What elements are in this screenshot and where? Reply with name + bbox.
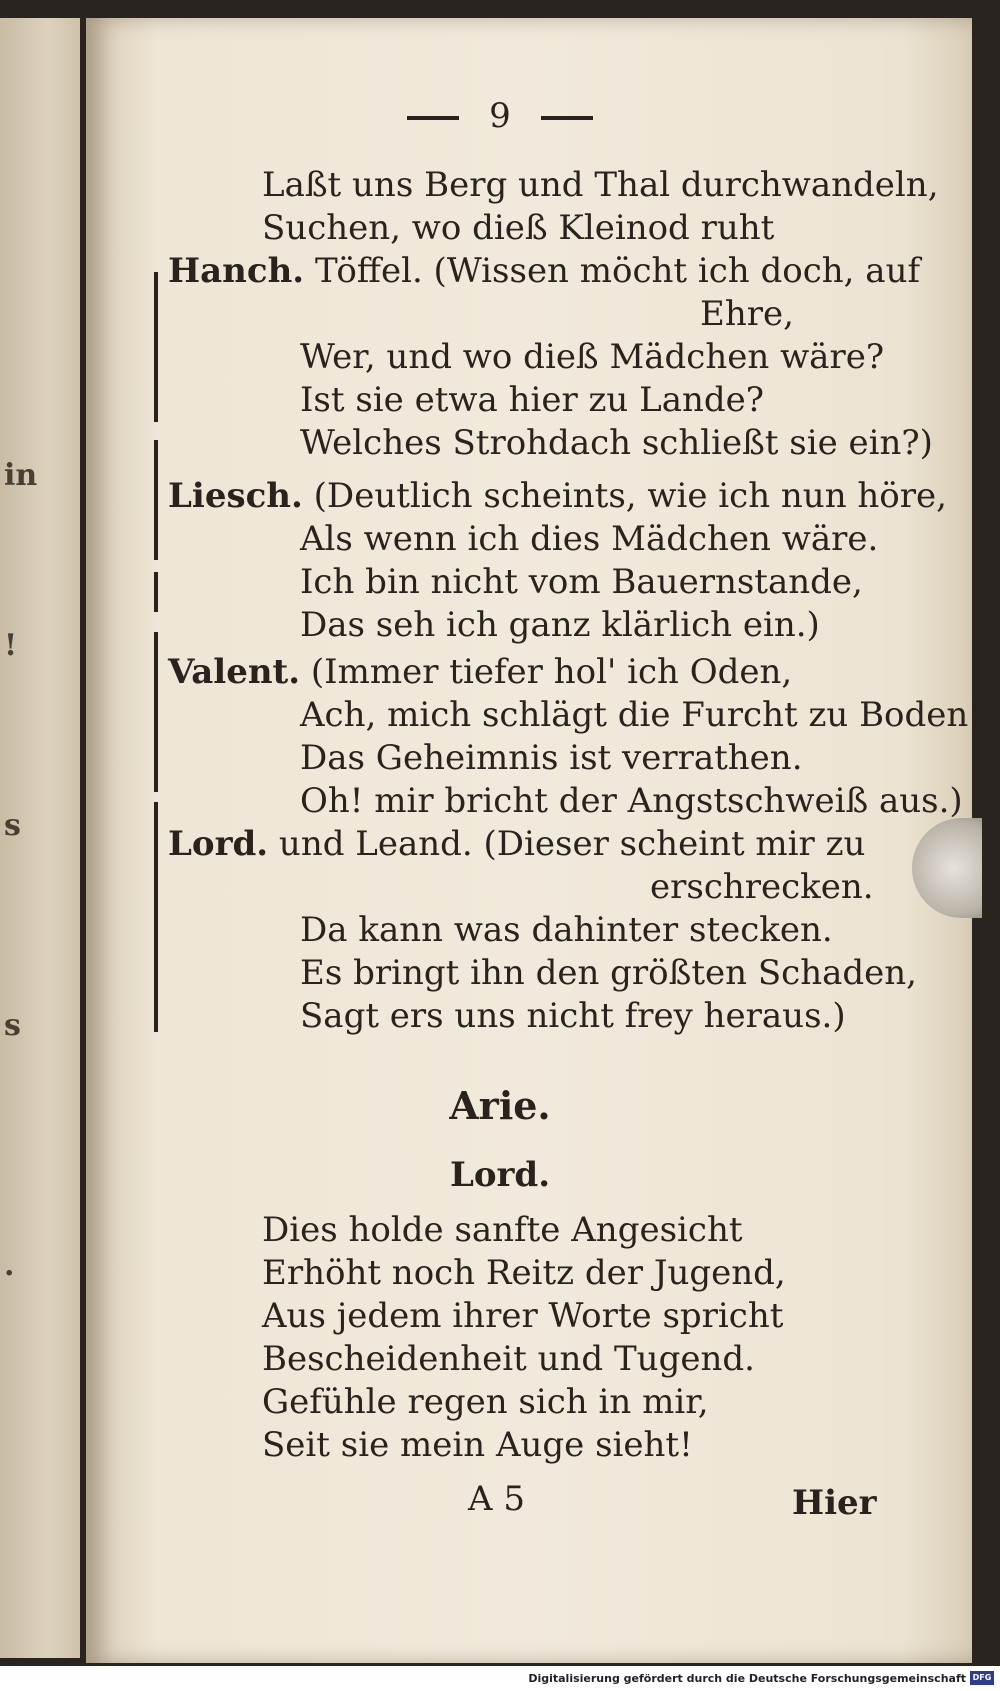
- speaker-name: Hanch.: [168, 251, 305, 291]
- verse-line: [300, 605, 820, 645]
- catchword: Hier: [792, 1483, 877, 1523]
- line-text: Ehre,: [700, 294, 794, 334]
- aria-line: Bescheidenheit und Tugend.: [262, 1339, 755, 1379]
- line-text: und Leand. (Dieser scheint mir zu: [278, 824, 866, 864]
- verse-line: [262, 208, 775, 248]
- line-text: Ist sie etwa hier zu Lande?: [300, 380, 764, 420]
- verse-line: [168, 476, 947, 516]
- line-text: Sagt ers uns nicht frey heraus.): [300, 996, 846, 1036]
- left-page-fragment: .: [4, 1248, 15, 1283]
- footer-bar: [0, 1666, 1000, 1691]
- line-text: erschrecken.: [650, 867, 874, 907]
- line-text: Oh! mir bricht der Angstschweiß aus.): [300, 781, 963, 821]
- verse-line: [300, 423, 933, 463]
- verse-line: [262, 165, 939, 205]
- verse-line: [168, 251, 921, 291]
- aria-line: Erhöht noch Reitz der Jugend,: [262, 1253, 786, 1293]
- verse-line: [300, 380, 764, 420]
- left-page-fragment: s: [4, 1008, 21, 1043]
- page-number: 9: [489, 96, 511, 136]
- line-text: Ach, mich schlägt die Furcht zu Boden!: [300, 695, 982, 735]
- verse-line: [300, 519, 879, 559]
- left-page-fragment: !: [4, 628, 18, 663]
- verse-line: [300, 695, 982, 735]
- line-text: Suchen, wo dieß Kleinod ruht: [262, 208, 775, 248]
- aria-title: Arie.: [449, 1083, 551, 1128]
- line-text: Ich bin nicht vom Bauernstande,: [300, 562, 863, 602]
- verse-line: [300, 910, 833, 950]
- verse-line: [168, 652, 793, 692]
- speaker-bracket: [152, 272, 160, 1032]
- aria-line: Seit sie mein Auge sieht!: [262, 1425, 693, 1465]
- line-text: Laßt uns Berg und Thal durchwandeln,: [262, 165, 939, 205]
- left-page-fragment: s: [4, 808, 21, 843]
- line-text: Welches Strohdach schließt sie ein?): [300, 423, 933, 463]
- left-page-edge: [0, 18, 80, 1658]
- line-text: Wer, und wo dieß Mädchen wäre?: [300, 337, 885, 377]
- verse-line: [300, 996, 846, 1036]
- speaker-name: Valent.: [168, 652, 301, 692]
- aria-speaker: Lord.: [449, 1155, 551, 1195]
- header-dash-right: [541, 116, 593, 120]
- header-dash-left: [407, 116, 459, 120]
- verse-line: [168, 824, 866, 864]
- line-text: Das Geheimnis ist verrathen.: [300, 738, 803, 778]
- verse-line: [300, 337, 885, 377]
- line-text: Als wenn ich dies Mädchen wäre.: [300, 519, 879, 559]
- page-header: [0, 96, 1000, 136]
- line-text: Es bringt ihn den größten Schaden,: [300, 953, 917, 993]
- line-text: (Deutlich scheints, wie ich nun höre,: [313, 476, 947, 516]
- aria-line: Dies holde sanfte Angesicht: [262, 1210, 743, 1250]
- verse-line: [300, 953, 917, 993]
- verse-line: [700, 294, 794, 334]
- dfg-logo-icon: DFG: [970, 1671, 994, 1685]
- line-text: Das seh ich ganz klärlich ein.): [300, 605, 820, 645]
- verse-line: [300, 738, 803, 778]
- line-text: Da kann was dahinter stecken.: [300, 910, 833, 950]
- signature-mark: A 5: [468, 1479, 525, 1519]
- verse-line: [300, 562, 863, 602]
- line-text: Töffel. (Wissen möcht ich doch, auf: [314, 251, 921, 291]
- aria-line: Gefühle regen sich in mir,: [262, 1382, 709, 1422]
- speaker-name: Liesch.: [168, 476, 303, 516]
- speaker-name: Lord.: [168, 824, 269, 864]
- line-text: (Immer tiefer hol' ich Oden,: [310, 652, 793, 692]
- aria-line: Aus jedem ihrer Worte spricht: [262, 1296, 784, 1336]
- verse-line: [650, 867, 874, 907]
- verse-line: [300, 781, 963, 821]
- left-page-fragment: in: [4, 458, 38, 493]
- footer-credit: Digitalisierung gefördert durch die Deutsche Forschungsgemeinschaft: [528, 1672, 966, 1685]
